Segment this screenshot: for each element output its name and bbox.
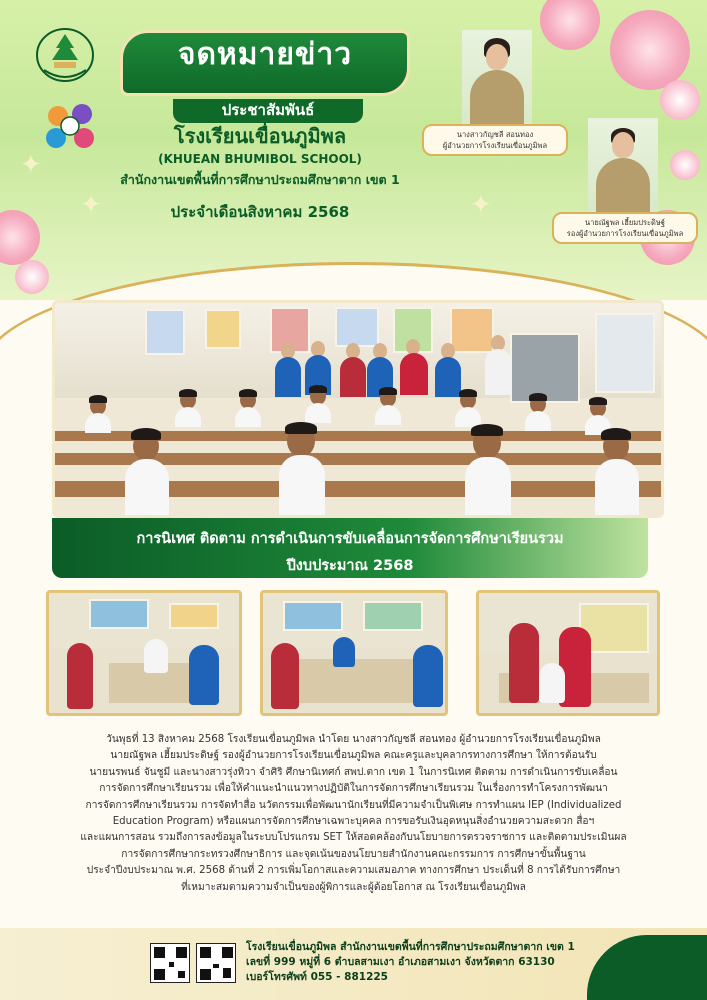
footer-school-office: โรงเรียนเขื่อนภูมิพล สำนักงานเขตพื้นที่การศึกษาประถมศึกษาตาก เขต 1 [246, 941, 575, 953]
activity-photo-3 [476, 590, 660, 716]
footer-phone: เบอร์โทรศัพท์ 055 - 881225 [246, 971, 388, 983]
deputy-director-role: รองผู้อำนวยการโรงเรียนเขื่อนภูมิพล [566, 229, 684, 238]
article-line: การจัดการศึกษาเรียนรวม เพื่อให้คำแนะนำแนวทางปฏิบัติในการจัดการศึกษาเรียนรวม ในเรื่องการทำโครงการพัฒนา [99, 783, 608, 795]
sparkle-icon: ✦ [20, 150, 42, 180]
director-role: ผู้อำนวยการโรงเรียนเขื่อนภูมิพล [442, 141, 548, 150]
education-office: สำนักงานเขตพื้นที่การศึกษาประถมศึกษาตาก เขต 1 [120, 172, 400, 187]
flower-decoration [15, 260, 49, 294]
article-line: นายนรพนธ์ จันชูมี และนางสาวรุ่งทิวา จำศิริ ศึกษานิเทศก์ สพป.ตาก เขต 1 ในการนิเทศ ติดตาม การดำเนินการขับเคลื่อน [89, 766, 618, 778]
qr-code-icon[interactable] [150, 943, 190, 983]
issue-month: ประจำเดือนสิงหาคม 2568 [170, 203, 350, 221]
flower-decoration [610, 10, 690, 90]
article-line: การจัดการศึกษาเรียนรวม การจัดทำสื่อ นวัตกรรมเพื่อพัฒนานักเรียนที่มีความจำเป็นพิเศษ การทำแผน IEP (Individualized [85, 799, 622, 811]
article-line: ประจำปีงบประมาณ พ.ศ. 2568 ด้านที่ 2 การเพิ่มโอกาสและความเสมอภาค ทางการศึกษา ประเด็นที่ 8 การได้รับการศึกษา [86, 865, 621, 877]
sparkle-icon: ✦ [80, 190, 102, 220]
activity-photo-2 [260, 590, 448, 716]
activity-photo-1 [46, 590, 242, 716]
headline-line-2: ปีงบประมาณ 2568 [286, 558, 414, 574]
footer-address: เลขที่ 999 หมู่ที่ 6 ตำบลสามเงา อำเภอสามเงา จังหวัดตาก 63130 [246, 956, 555, 968]
deputy-director-name: นายณัฐพล เฮี้ยมประดิษฐ์ [584, 218, 665, 227]
director-name: นางสาวกัญชลี สอนทอง [456, 130, 534, 139]
deputy-director-portrait [588, 118, 658, 218]
flower-decoration [670, 150, 700, 180]
school-name-thai: โรงเรียนเขื่อนภูมิพล [173, 124, 347, 148]
flower-decoration [660, 80, 700, 120]
newsletter-title-banner [120, 30, 410, 119]
deputy-director-name-tag [552, 212, 698, 244]
main-classroom-photo [52, 300, 664, 518]
article-line: วันพุธที่ 13 สิงหาคม 2568 โรงเรียนเขื่อนภูมิพล นำโดย นางสาวกัญชลี สอนทอง ผู้อำนวยการโรงเรียนเขื่อนภูมิพล [106, 734, 601, 745]
article-line: การจัดการศึกษากระทรวงศึกษาธิการ และจุดเน้นของนโยบายสำนักงานคณะกรรมการ การศึกษาขั้นพื้นฐาน [121, 848, 586, 860]
headline-line-1: การนิเทศ ติดตาม การดำเนินการขับเคลื่อนการจัดการศึกษาเรียนรวม [136, 531, 564, 547]
article-body [60, 732, 647, 896]
newsletter-subtitle: ประชาสัมพันธ์ [173, 99, 363, 123]
sparkle-icon: ✦ [470, 190, 492, 220]
school-logo-icon [34, 26, 96, 84]
article-line: และแผนการสอน รวมถึงการลงข้อมูลในระบบโปรแกรม SET ให้สอดคล้องกับนโยบายการตรวจราชการ และติดตามประเมินผล [80, 832, 627, 844]
school-name-english: (KHUEAN BHUMIBOL SCHOOL) [158, 152, 362, 166]
article-line: นายณัฐพล เฮี้ยมประดิษฐ์ รองผู้อำนวยการโรงเรียนเขื่อนภูมิพล คณะครูและบุคลากรทางการศึกษา ให้การต้อนรับ [110, 750, 597, 762]
director-name-tag [422, 124, 568, 156]
qr-code-icon[interactable] [196, 943, 236, 983]
newsletter-title: จดหมายข่าว [177, 37, 353, 72]
infographic-icon [40, 100, 102, 152]
article-line: ที่เหมาะสมตามความจำเป็นของผู้พิการและผู้ด้อยโอกาส ณ โรงเรียนเขื่อนภูมิพล [181, 881, 526, 893]
article-line: Education Program) หรือแผนการจัดการศึกษาเฉพาะบุคคล การขอรับเงินอุดหนุนสิ่งอำนวยความสะดวก สื่อฯ [112, 816, 595, 828]
director-portrait [462, 30, 532, 130]
footer-contact [246, 940, 606, 985]
headline-banner [52, 518, 648, 578]
